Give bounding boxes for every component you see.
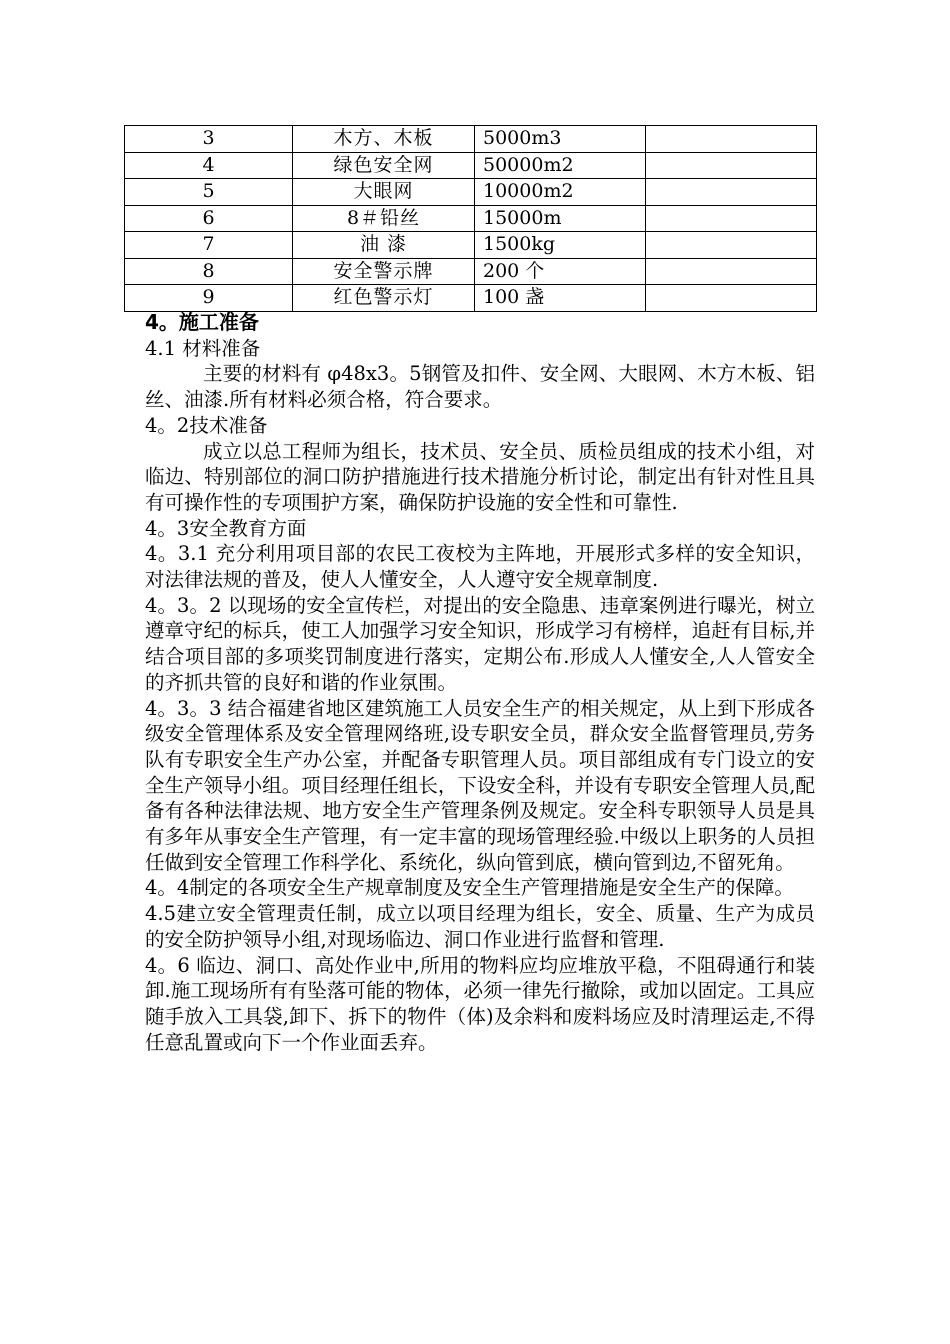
material-note (646, 179, 817, 206)
table-row (125, 152, 817, 179)
paragraph: 4。6 临边、洞口、高处作业中,所用的物料应均应堆放平稳，不阻碍通行和装卸.施工现场所有有坠落可能的物体，必须一律先行撤除，或加以固定。工具应随手放入工具袋,卸下、拆下的物件（体)及余料和废料场应及时清理运走,不得任意乱置或向下一个作业面丢弃。 (145, 953, 815, 1054)
subsection-heading: 4。2技术准备 (145, 413, 268, 437)
subsection-heading: 4。3安全教育方面 (145, 516, 307, 540)
material-note (646, 205, 817, 232)
table-row (125, 126, 817, 153)
material-quantity: 200 个 (475, 258, 646, 285)
material-name: 油 漆 (293, 232, 475, 259)
section-heading: 4。施工准备 (145, 310, 259, 334)
paragraph: 4。3.1 充分利用项目部的农民工夜校为主阵地，开展形式多样的安全知识，对法律法规的普及，使人人懂安全，人人遵守安全规章制度. (145, 542, 815, 592)
material-quantity: 10000m2 (475, 179, 646, 206)
row-number: 4 (125, 152, 293, 179)
document-body (145, 310, 815, 1055)
material-quantity: 5000m3 (475, 126, 646, 153)
material-note (646, 258, 817, 285)
subsection-heading: 4.1 材料准备 (145, 336, 261, 360)
materials-table (124, 125, 817, 312)
material-name: 8＃铅丝 (293, 205, 475, 232)
paragraph: 4。4制定的各项安全生产规章制度及安全生产管理措施是安全生产的保障。 (145, 876, 794, 900)
material-quantity: 50000m2 (475, 152, 646, 179)
paragraph: 主要的材料有 φ48x3。5钢管及扣件、安全网、大眼网、木方木板、铝丝、油漆.所有材料必须合格，符合要求。 (145, 362, 815, 412)
material-note (646, 285, 817, 312)
table-row (125, 232, 817, 259)
paragraph: 4。3。2 以现场的安全宣传栏，对提出的安全隐患、违章案例进行曝光，树立遵章守纪的标兵，使工人加强学习安全知识，形成学习有榜样，追赶有目标,并结合项目部的多项奖罚制度进行落实，定期公布.形成人人懂安全,人人管安全的齐抓共管的良好和谐的作业氛围。 (145, 593, 815, 694)
paragraph: 4.5建立安全管理责任制，成立以项目经理为组长，安全、质量、生产为成员的安全防护领导小组,对现场临边、洞口作业进行监督和管理. (145, 902, 815, 951)
material-note (646, 152, 817, 179)
row-number: 6 (125, 205, 293, 232)
table-row (125, 258, 817, 285)
row-number: 3 (125, 126, 293, 153)
table-row (125, 285, 817, 312)
paragraph: 4。3。3 结合福建省地区建筑施工人员安全生产的相关规定，从上到下形成各级安全管理体系及安全管理网络班,设专职安全员，群众安全监督管理员,劳务队有专职安全生产办公室，并配备专职管理人员。项目部组成有专门设立的安全生产领导小组。项目经理任组长，下设安全科，并设有专职安全管理人员,配备有各种法律法规、地方安全生产管理条例及规定。安全科专职领导人员是具有多年从事安全生产管理，有一定丰富的现场管理经验.中级以上职务的人员担任做到安全管理工作科学化、系统化，纵向管到底，横向管到边,不留死角。 (145, 696, 815, 874)
material-note (646, 232, 817, 259)
paragraph: 成立以总工程师为组长，技术员、安全员、质检员组成的技术小组，对临边、特别部位的洞口防护措施进行技术措施分析讨论，制定出有针对性且具有可操作性的专项围护方案，确保防护设施的安全性和可靠性. (145, 439, 815, 514)
material-name: 红色警示灯 (293, 285, 475, 312)
row-number: 7 (125, 232, 293, 259)
material-name: 安全警示牌 (293, 258, 475, 285)
table-row (125, 179, 817, 206)
material-name: 大眼网 (293, 179, 475, 206)
row-number: 9 (125, 285, 293, 312)
material-quantity: 15000m (475, 205, 646, 232)
row-number: 5 (125, 179, 293, 206)
row-number: 8 (125, 258, 293, 285)
material-note (646, 126, 817, 153)
material-quantity: 1500kg (475, 232, 646, 259)
table-row (125, 205, 817, 232)
material-name: 木方、木板 (293, 126, 475, 153)
material-quantity: 100 盏 (475, 285, 646, 312)
material-name: 绿色安全网 (293, 152, 475, 179)
